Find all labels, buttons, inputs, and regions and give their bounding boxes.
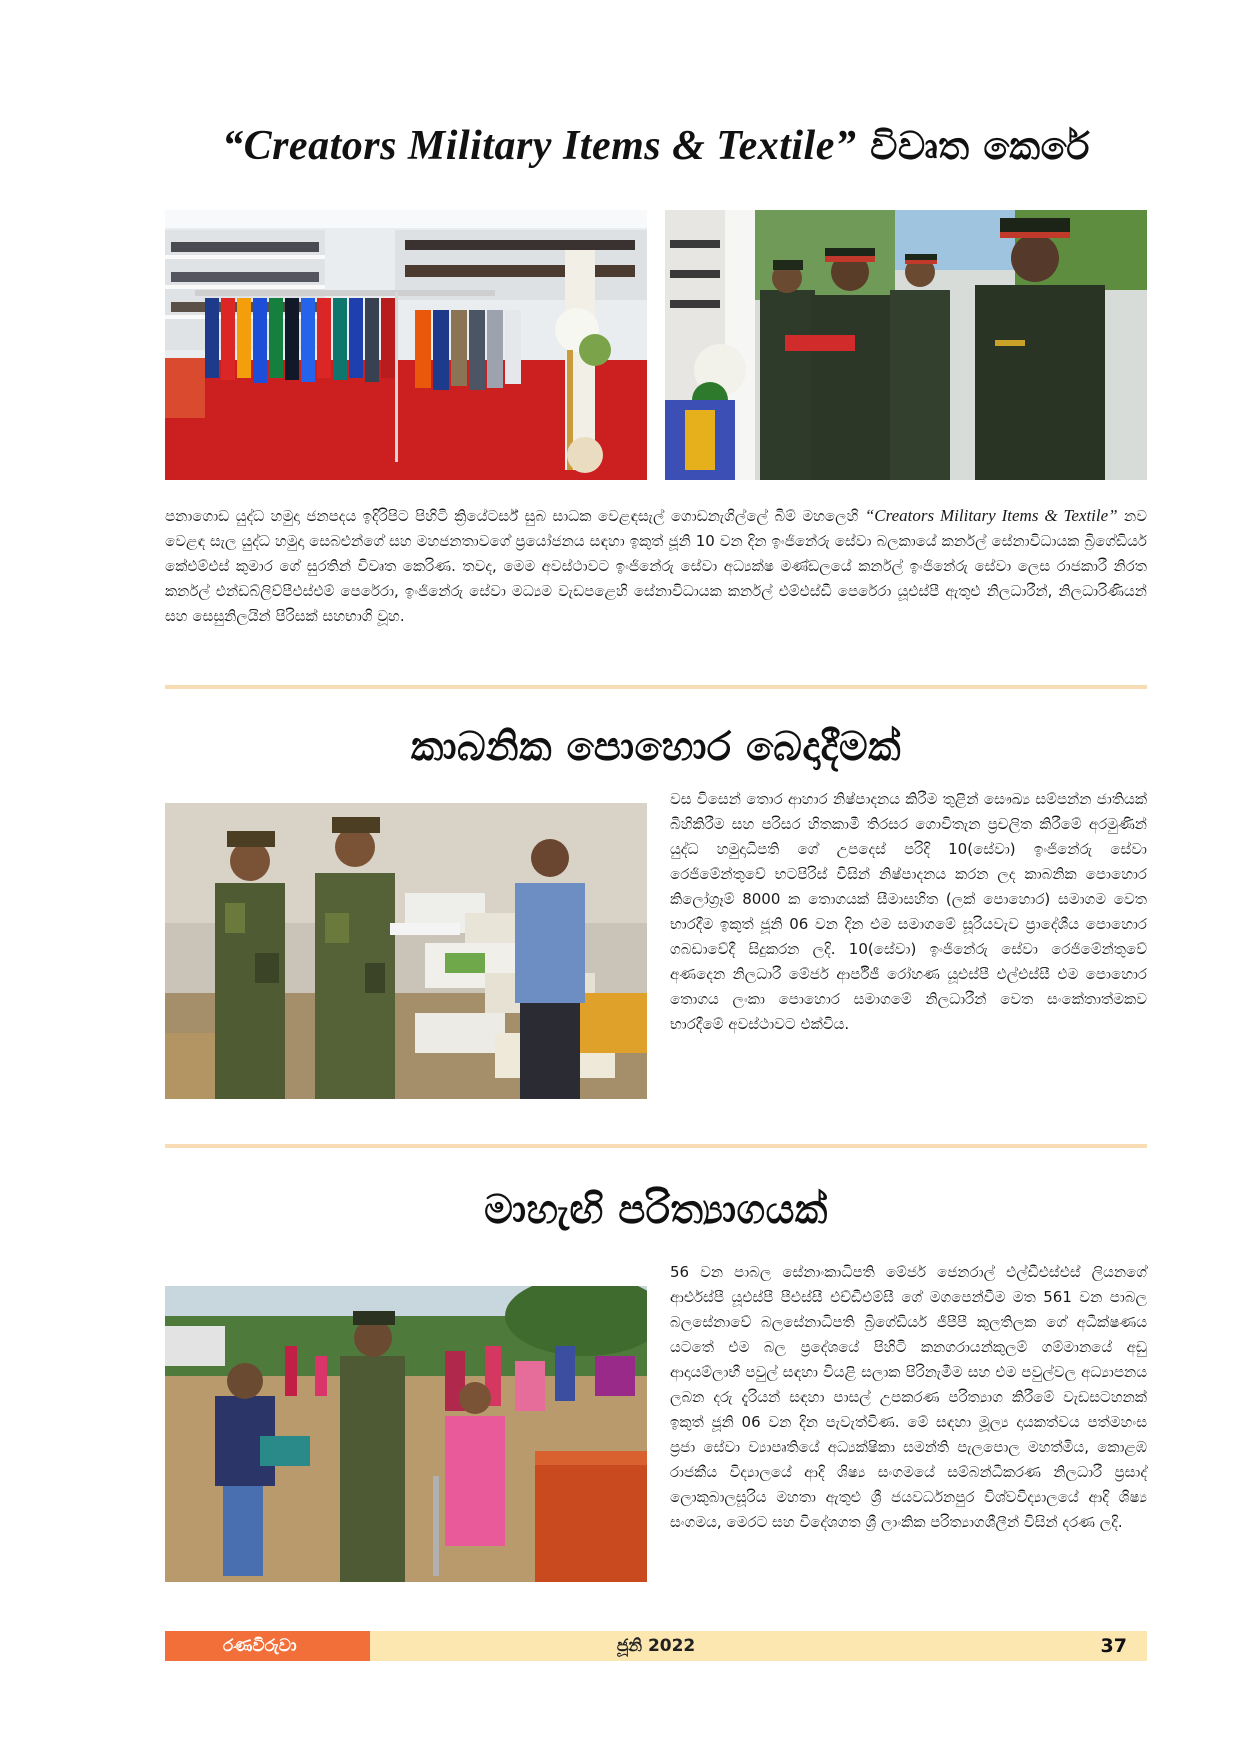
section-divider-1 <box>165 685 1147 689</box>
article-1-paragraph <box>165 503 1147 629</box>
article-2-title: කාබනික පොහොර බෙදාදීමක් <box>410 724 902 770</box>
title-sinhala-part: විවෘත කෙරේ <box>856 124 1090 168</box>
photo-donation-program <box>165 1286 647 1582</box>
section-divider-2 <box>165 1144 1147 1148</box>
article-1-text-part-1: පනාගොඩ යුද්ධ හමුදා ජනපදය ඉදිරිපිට පිහිටි ක්‍රියේටර්ස් සුබ සාධක වෙළඳසැල් ගොඩනැගිල්ලේ බිම් මහලෙහි <box>165 507 865 525</box>
issue-date: ජූනි 2022 <box>616 1636 696 1656</box>
article-3-paragraph: 56 වන පාබල සේනාංකාධිපති මේජර් ජෙනරාල් එල්ඩීඑස්එස් ලියනගේ ආර්එස්පී යූඑස්පී පීඑස්සී එච්ඩීඑම්සී ගේ මගපෙන්වීම මත 561 වන පාබල බලසේනාවේ බලසේනාධිපති බ්‍රිගේඩියර් ජීපීපී කුලතිලක ගේ අධීක්ෂණය යටතේ එම බල ප්‍රදේශයේ පිහිටි කනගරායන්කුලම් ගම්මානයේ අඩු ආදායම්ලාභී පවුල් සඳහා වියළි සලාක පිරිනැමීම සහ එම පවුල්වල අධ්‍යාපනය ලබන දරු දැරියන් සඳහා පාසල් උපකරණ පරිත්‍යාග කිරීමේ වැඩසටහනක් ඉකුත් ජූනි 06 වන දින පැවැත්විණ. මේ සඳහා මූල්‍ය දායකත්වය පත්මහංස ප්‍රජා සේවා ව්‍යාපෘතියේ අධ්‍යක්ෂිකා සමන්ති පැලපොල මහත්මිය, කොළඹ රාජකීය විද්‍යාලයේ ආදි ශිෂ්‍ය සංගමයේ සම්බන්ධීකරණ නිලධාරී ප්‍රසාද් ලොකුබාලසූරිය මහතා ඇතුළු ශ්‍රී ජයවර්ධනපුර විශ්වවිද්‍යාලයේ ආදි ශිෂ්‍ය සංගමය, මෙරට සහ විදේශගත ශ්‍රී ලාංකික පරිත්‍යාගශීලීන් විසින් දරණ ලදි. <box>670 1263 1147 1531</box>
photo-fertilizer-handover <box>165 803 647 1099</box>
article-1-title <box>165 122 1147 170</box>
title-close-quote: ” <box>834 123 857 169</box>
page-footer <box>165 1631 1147 1661</box>
photo-textile-store-interior <box>165 210 647 480</box>
article-2-paragraph: වස විසෙන් තොර ආහාර නිෂ්පාදනය කිරීම තුළින් සෞඛ්‍ය සම්පන්න ජාතියක් බිහිකිරීම සහ පරිසර හිතකාමී තිරසර ගොවිතැන ප්‍රචලිත කිරීමේ අරමුණින් යුද්ධ හමුදාධිපති ගේ උපදෙස් පරිදි 10(සේවා) ඉංජිනේරු සේවා රෙජිමේන්තුවේ භටපිරිස් විසින් නිෂ්පාදනය කරන ලද කාබනික පොහොර කිලෝග්‍රෑම් 8000 ක තොගයක් සීමාසහිත (ලක් පොහොර) සමාගම වෙත භාරදීම ඉකුත් ජූනි 06 වන දින එම සමාගමේ සූරියවැව ප්‍රාදේශීය පොහොර ගබඩාවේදී සිදුකරන ලදි. 10(සේවා) ඉංජිනේරු සේවා රෙජිමේන්තුවේ අණදෙන නිලධාරී මේජර් ආර්පීජී රෝහණ යූඑස්පී එල්එස්සී එම පොහොර තොගය ලංකා පොහොර සමාගමේ නිලධාරීන් වෙත සංකේතාත්මකව භාරදීමේ අවස්ථාවට එක්විය. <box>670 790 1147 1033</box>
photo-opening-ceremony-officers <box>665 210 1147 480</box>
article-1-latin-store-name: “Creators Military Items & Textile” <box>864 506 1118 525</box>
magazine-name: රණවිරුවා <box>165 1631 370 1661</box>
title-latin-part: Creators Military Items & Textile <box>243 123 835 169</box>
title-open-quote: “ <box>222 123 244 169</box>
article-3-title: මාහැඟි පරිත්‍යාගයක් <box>484 1187 828 1233</box>
page-number: 37 <box>1100 1635 1127 1657</box>
article-1-text-part-2: නව වෙළඳ සැල යුද්ධ හමුදා සෙබළුන්ගේ සහ මහජනතාවගේ ප්‍රයෝජනය සඳහා ඉකුත් ජූනි 10 වන දින ඉංජිනේරු සේවා බලකායේ කර්නල් සේනාවිධායක බ්‍රිගේඩියර් කේඑම්එස් කුමාර ගේ සුරතින් විවෘත කෙරිණ. තවද, මෙම අවස්ථාවට ඉංජිනේරු සේවා අධ්‍යක්ෂ මණ්ඩලයේ කර්නල් ඉංජිනේරු සේවා ලෙස රාජකාරී නිරත කර්නල් එන්ඩබ්ලිව්පීඑස්එම් පෙරේරා, ඉංජිනේරු සේවා මධ්‍යම වැඩපළෙහි සේනාවිධායක කර්නල් එම්එස්ඩී පෙරේරා යූඑස්පී ඇතුළු නිලධාරීන්, නිලධාරිණියන් සහ සෙසුනිලයින් පිරිසක් සහභාගි වූහ. <box>165 507 1148 625</box>
